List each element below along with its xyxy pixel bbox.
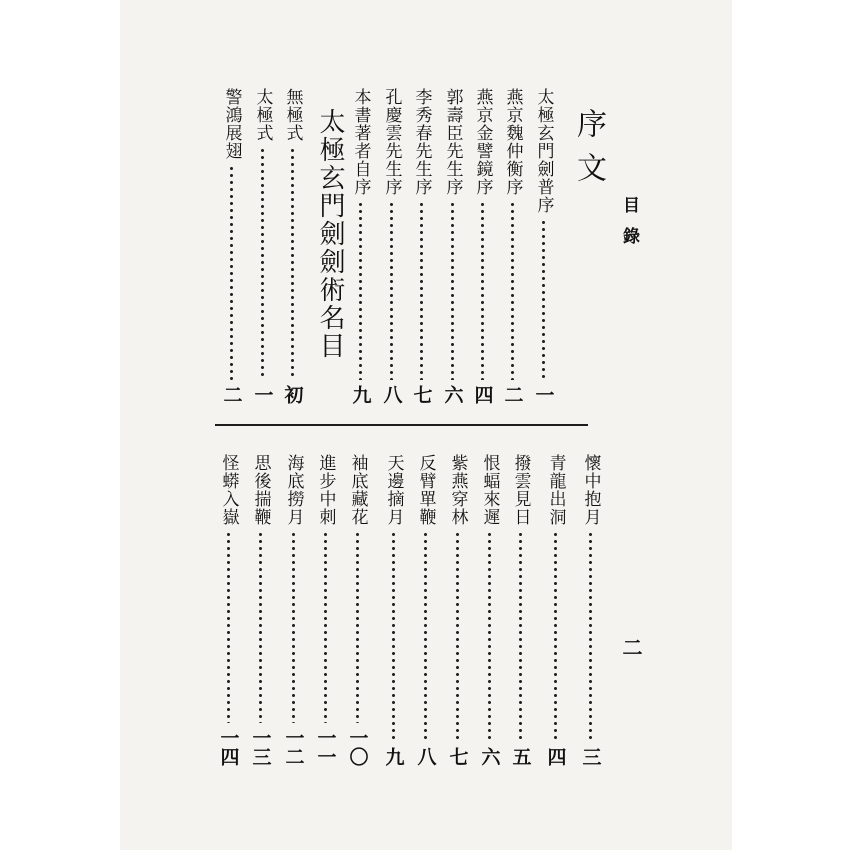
entry-label: 燕京魏仲衡序 <box>502 88 523 196</box>
entry-page: 初 <box>281 385 304 404</box>
entry-page: 七 <box>410 385 433 404</box>
dot-leader <box>519 531 522 742</box>
entry-page: 九 <box>382 747 405 766</box>
dot-leader <box>227 531 230 723</box>
entry-label: 懷中抱月 <box>580 454 601 526</box>
dot-leader <box>259 531 262 723</box>
entry-label: 孔慶雲先生序 <box>381 88 402 196</box>
preface-heading: 序文 <box>571 108 606 196</box>
dot-leader <box>292 531 295 723</box>
toc-entry <box>379 88 403 404</box>
toc-entry <box>477 454 501 766</box>
dot-leader <box>481 201 484 380</box>
toc-entry <box>216 454 240 766</box>
entry-label: 袖底藏花 <box>347 454 368 526</box>
toc-entry <box>280 88 304 404</box>
entry-label: 本書著者自序 <box>350 88 371 196</box>
toc-entry <box>578 454 602 766</box>
toc-entry <box>409 88 433 404</box>
entry-label: 李秀春先生序 <box>411 88 432 196</box>
entry-label: 燕京金譬鏡序 <box>472 88 493 196</box>
entry-page: 一 <box>251 385 274 404</box>
toc-entry <box>381 454 405 766</box>
toc-entry <box>445 454 469 766</box>
dot-leader <box>420 201 423 380</box>
dot-leader <box>488 531 491 742</box>
entry-label: 恨蝠來遲 <box>479 454 500 526</box>
toc-title: 目錄 <box>619 196 639 258</box>
toc-entry <box>248 454 272 766</box>
dot-leader <box>291 147 294 380</box>
toc-entry <box>543 454 567 766</box>
entry-label: 太極式 <box>252 88 273 142</box>
entry-page: 一三 <box>249 728 272 766</box>
dot-leader <box>451 201 454 380</box>
dot-leader <box>390 201 393 380</box>
toc-entry <box>345 454 369 766</box>
entry-label: 紫燕穿林 <box>447 454 468 526</box>
dot-leader <box>554 531 557 742</box>
dot-leader <box>511 201 514 380</box>
entry-page: 七 <box>446 747 469 766</box>
page-number: 二 <box>619 637 643 657</box>
entry-page: 二 <box>501 385 524 404</box>
entry-label: 撥雲見日 <box>510 454 531 526</box>
toc-entry <box>413 454 437 766</box>
entry-page: 一一 <box>314 728 337 766</box>
entry-page: 八 <box>414 747 437 766</box>
entry-label: 無極式 <box>282 88 303 142</box>
toc-entry <box>508 454 532 766</box>
entry-page: 一 <box>532 385 555 404</box>
toc-entry <box>440 88 464 404</box>
entry-label: 進步中刺 <box>315 454 336 526</box>
entry-page: 一〇 <box>346 728 369 766</box>
dot-leader <box>261 147 264 380</box>
entry-label: 青龍出洞 <box>545 454 566 526</box>
entry-label: 警鴻展翅 <box>221 88 242 160</box>
entry-page: 六 <box>478 747 501 766</box>
toc-entry <box>313 454 337 766</box>
entry-label: 天邊摘月 <box>383 454 404 526</box>
entry-page: 九 <box>349 385 372 404</box>
toc-entry <box>281 454 305 766</box>
entry-label: 太極玄門劍普序 <box>533 88 554 214</box>
dot-leader <box>359 201 362 380</box>
dot-leader <box>392 531 395 742</box>
entry-page: 四 <box>471 385 494 404</box>
dot-leader <box>589 531 592 742</box>
toc-entry <box>531 88 555 404</box>
toc-entry <box>219 88 243 404</box>
entry-label: 思後揣鞭 <box>250 454 271 526</box>
dot-leader <box>456 531 459 742</box>
entry-label: 郭壽臣先生序 <box>442 88 463 196</box>
toc-entry <box>348 88 372 404</box>
dot-leader <box>542 219 545 380</box>
names-heading: 太極玄門劍劍術名目 <box>315 108 345 360</box>
entry-page: 一四 <box>217 728 240 766</box>
entry-page: 三 <box>579 747 602 766</box>
entry-page: 二 <box>220 385 243 404</box>
dot-leader <box>324 531 327 723</box>
entry-page: 一二 <box>282 728 305 766</box>
toc-entry <box>500 88 524 404</box>
entry-page: 六 <box>441 385 464 404</box>
dot-leader <box>424 531 427 742</box>
entry-label: 怪蟒入嶽 <box>218 454 239 526</box>
dot-leader <box>356 531 359 723</box>
toc-entry <box>250 88 274 404</box>
entry-label: 海底撈月 <box>283 454 304 526</box>
dot-leader <box>230 165 233 380</box>
entry-label: 反臂單鞭 <box>415 454 436 526</box>
toc-entry <box>470 88 494 404</box>
section-divider <box>215 424 588 426</box>
entry-page: 四 <box>544 747 567 766</box>
entry-page: 八 <box>380 385 403 404</box>
entry-page: 五 <box>509 747 532 766</box>
